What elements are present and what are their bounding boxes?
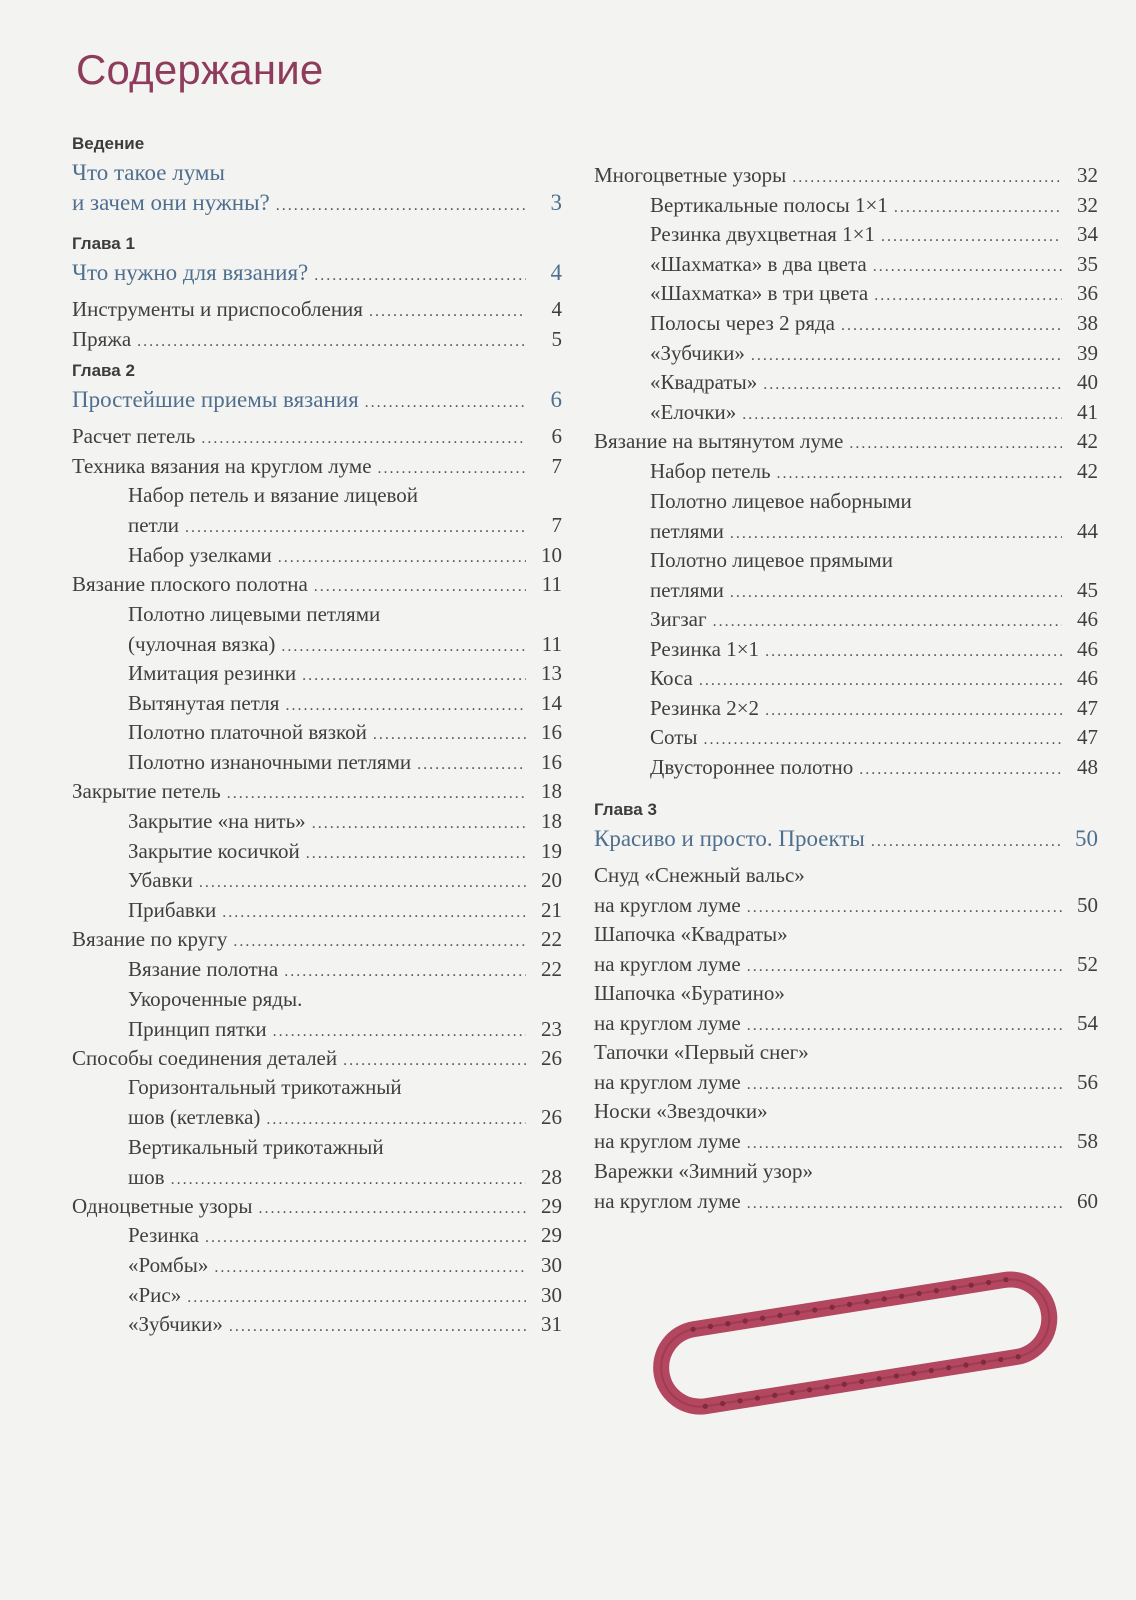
toc-page-number: 32 [1077, 192, 1098, 217]
toc-entry-title: Инструменты и приспособления [72, 297, 363, 321]
toc-entry[interactable] [128, 1309, 562, 1342]
dot-leader [894, 193, 1062, 223]
toc-page-number: 4 [551, 297, 562, 321]
toc-entry-title: Резинка [128, 1223, 199, 1248]
dot-leader [222, 898, 526, 928]
toc-entry-title: «Зубчики» [650, 340, 745, 365]
toc-entry-title: Полосы через 2 ряда [650, 311, 835, 335]
toc-entry[interactable] [128, 1280, 562, 1313]
toc-entry-title: Вязание плоского полотна [72, 572, 308, 597]
dot-leader [312, 809, 526, 839]
toc-entry-title: Красиво и просто. Проекты [594, 825, 865, 851]
toc-entry[interactable] [650, 219, 1098, 252]
toc-entry-title: петлями [650, 577, 724, 602]
dot-leader [284, 957, 526, 987]
toc-entry[interactable] [594, 1156, 1098, 1219]
toc-entry-title: Полотно лицевыми петлями [128, 601, 381, 626]
chapter-heading: Ведение [72, 134, 145, 153]
chapter-heading: Глава 2 [72, 361, 135, 381]
toc-entry[interactable] [72, 924, 562, 957]
toc-entry[interactable] [594, 1037, 1098, 1100]
toc-entry[interactable] [650, 663, 1098, 696]
toc-entry-title: на круглом луме [594, 892, 741, 917]
toc-entry-title: и зачем они нужны? [72, 190, 270, 215]
dot-leader [417, 750, 526, 780]
toc-entry-title: Вытянутая петля [128, 690, 280, 715]
toc-entry[interactable] [650, 367, 1098, 400]
toc-entry-title: Набор петель [650, 459, 771, 483]
toc-entry[interactable] [650, 338, 1098, 371]
toc-entry-title: «Елочки» [650, 399, 737, 424]
chapter-heading: Глава 1 [72, 234, 135, 253]
toc-entry-title: Многоцветные узоры [594, 163, 787, 187]
toc-entry[interactable] [650, 278, 1098, 311]
toc-entry[interactable] [594, 824, 1098, 857]
toc-entry-title: «Шахматка» в три цвета [650, 281, 869, 306]
toc-entry-title: Полотно платочной вязкой [128, 720, 367, 745]
toc-page-number: 21 [541, 897, 562, 922]
toc-entry[interactable] [128, 688, 562, 721]
toc-entry[interactable] [650, 722, 1098, 755]
toc-entry-title: Вязание по кругу [72, 927, 228, 952]
dot-leader [777, 459, 1062, 489]
toc-page-number: 30 [541, 1253, 562, 1277]
toc-entry-title: Что такое лумы [72, 160, 225, 185]
toc-entry-title: шов (кетлевка) [128, 1105, 261, 1130]
toc-entry-title: Двустороннее полотно [650, 755, 854, 779]
toc-entry-title: Вертикальный трикотажный [128, 1134, 384, 1159]
toc-page-number: 35 [1077, 251, 1098, 276]
toc-entry[interactable] [72, 158, 562, 221]
dot-leader [378, 454, 526, 484]
dot-leader [881, 222, 1062, 252]
toc-page-number: 13 [541, 661, 562, 685]
toc-entry-title: Вязание полотна [128, 957, 279, 981]
toc-entry[interactable] [72, 385, 562, 418]
toc-page-number: 44 [1077, 518, 1098, 543]
toc-entry-title: Закрытие косичкой [128, 838, 300, 863]
toc-entry[interactable] [128, 599, 562, 662]
toc-page-number: 11 [541, 572, 562, 597]
toc-entry[interactable] [72, 421, 562, 454]
toc-entry-title: Полотно лицевое наборными [650, 488, 912, 513]
toc-entry-title: на круглом луме [594, 951, 741, 976]
toc-entry-title: Вертикальные полосы 1×1 [650, 192, 888, 217]
toc-entry[interactable] [72, 258, 562, 291]
dot-leader [227, 779, 526, 809]
dot-leader [713, 607, 1062, 637]
toc-page-number: 26 [541, 1105, 562, 1130]
toc-page-number: 38 [1077, 311, 1098, 335]
chapter-heading: Глава 3 [594, 799, 657, 819]
dot-leader [763, 370, 1062, 400]
dot-leader [765, 637, 1062, 667]
toc-entry-title: Полотно лицевое прямыми [650, 547, 893, 572]
toc-entry[interactable] [650, 545, 1098, 608]
toc-page-number: 29 [541, 1193, 562, 1218]
toc-entry-title: Шапочка «Буратино» [594, 981, 785, 1005]
toc-page-number: 19 [541, 838, 562, 863]
toc-entry-title: Имитация резинки [128, 661, 297, 685]
toc-page-number: 29 [541, 1223, 562, 1248]
toc-entry-title: шов [128, 1164, 165, 1189]
toc-entry-title: на круглом луме [594, 1011, 741, 1035]
toc-entry[interactable] [128, 806, 562, 839]
toc-entry-title: Полотно изнаночными петлями [128, 749, 412, 774]
dot-leader [199, 868, 526, 898]
toc-entry[interactable] [650, 604, 1098, 637]
toc-page-number: 52 [1077, 951, 1098, 976]
toc-entry[interactable] [72, 1191, 562, 1224]
toc-page-number: 10 [541, 542, 562, 567]
toc-entry-title: петлями [650, 518, 724, 543]
dot-leader [314, 572, 526, 602]
toc-page-number: 34 [1077, 222, 1098, 247]
toc-entry-title: Прибавки [128, 897, 217, 922]
toc-entry-title: Носки «Звездочки» [594, 1099, 768, 1124]
toc-page-number: 23 [541, 1016, 562, 1041]
toc-page-number: 22 [541, 957, 562, 981]
toc-entry-title: на круглом луме [594, 1129, 741, 1154]
toc-entry-title: «Рис» [128, 1282, 182, 1307]
toc-entry-title: (чулочная вязка) [128, 631, 276, 656]
toc-page-number: 20 [541, 868, 562, 893]
toc-entry[interactable] [650, 486, 1098, 549]
toc-entry-title: Снуд «Снежный вальс» [594, 862, 805, 887]
toc-entry-title: Закрытие петель [72, 779, 221, 804]
toc-page-number: 22 [541, 927, 562, 952]
toc-entry-title: Коса [650, 666, 693, 691]
toc-entry-title: «Шахматка» в два цвета [650, 251, 867, 276]
toc-entry[interactable] [128, 1220, 562, 1253]
toc-page-number: 46 [1077, 636, 1098, 661]
toc-entry[interactable] [128, 1072, 562, 1135]
toc-entry[interactable] [650, 693, 1098, 726]
dot-leader [873, 252, 1062, 282]
dot-leader [874, 281, 1062, 311]
toc-entry[interactable] [72, 1043, 562, 1076]
dot-leader [792, 163, 1062, 193]
page-title: Содержание [76, 46, 324, 93]
toc-entry-title: Набор петель и вязание лицевой [128, 483, 419, 508]
toc-page-number: 46 [1077, 607, 1098, 631]
toc-entry[interactable] [650, 308, 1098, 341]
dot-leader [841, 311, 1062, 341]
toc-entry-title: Способы соединения деталей [72, 1045, 338, 1070]
long-loom-illustration [646, 1268, 1066, 1428]
toc-page-number: 18 [541, 779, 562, 804]
toc-entry[interactable] [72, 294, 562, 327]
toc-entry-title: Тапочки «Первый снег» [594, 1040, 809, 1065]
dot-leader [742, 400, 1062, 430]
toc-page-number: 42 [1077, 459, 1098, 483]
dot-leader [314, 261, 526, 291]
dot-leader [365, 388, 526, 418]
toc-entry[interactable] [128, 1132, 562, 1195]
toc-page-number: 16 [541, 720, 562, 745]
toc-entry-title: Шапочка «Квадраты» [594, 921, 788, 946]
dot-leader [285, 691, 526, 721]
toc-entry[interactable] [594, 978, 1098, 1041]
toc-entry-title: петли [128, 513, 179, 538]
dot-leader [699, 666, 1062, 696]
dot-leader [137, 327, 526, 357]
toc-page-number: 6 [550, 387, 562, 413]
toc-entry[interactable] [72, 569, 562, 602]
toc-entry-title: Горизонтальный трикотажный [128, 1075, 402, 1100]
toc-entry-title: Соты [650, 725, 698, 750]
toc-page-number: 48 [1077, 755, 1098, 779]
toc-entry[interactable] [128, 540, 562, 573]
toc-entry-title: Техника вязания на круглом луме [72, 453, 372, 478]
dot-leader [849, 429, 1062, 459]
toc-entry[interactable] [72, 451, 562, 484]
dot-leader [187, 1283, 526, 1313]
dot-leader [278, 543, 526, 573]
toc-entry-title: Закрытие «на нить» [128, 809, 306, 833]
toc-page-number: 5 [551, 326, 562, 351]
toc-entry-title: Расчет петель [72, 424, 196, 449]
dot-leader [302, 661, 526, 691]
toc-page-number: 54 [1077, 1011, 1098, 1035]
toc-page-number: 39 [1077, 340, 1098, 365]
toc-entry-title: «Квадраты» [650, 370, 758, 395]
toc-page-number: 4 [550, 260, 562, 285]
toc-page-number: 45 [1077, 577, 1098, 602]
toc-entry[interactable] [128, 865, 562, 898]
toc-page-number: 50 [1077, 892, 1098, 917]
toc-page-number: 6 [551, 424, 562, 449]
toc-page-number: 7 [551, 453, 562, 478]
toc-entry[interactable] [650, 249, 1098, 282]
dot-leader [205, 1223, 526, 1253]
toc-page-number: 7 [551, 513, 562, 538]
toc-entry-title: Резинка 1×1 [650, 636, 760, 661]
toc-entry[interactable] [128, 480, 562, 543]
toc-page-number: 36 [1077, 281, 1098, 306]
toc-entry[interactable] [650, 752, 1098, 785]
toc-entry[interactable] [594, 860, 1098, 923]
dot-leader [201, 424, 526, 454]
dot-leader [343, 1046, 526, 1076]
dot-leader [373, 720, 526, 750]
dot-leader [859, 755, 1062, 785]
toc-page-number: 47 [1077, 695, 1098, 720]
toc-entry-title: Зигзаг [650, 607, 707, 631]
toc-entry[interactable] [128, 1250, 562, 1283]
toc-page-number: 32 [1077, 163, 1098, 187]
toc-entry[interactable] [650, 397, 1098, 430]
toc-page-number: 58 [1077, 1129, 1098, 1154]
dot-leader [747, 1189, 1062, 1219]
toc-page-number: 18 [541, 809, 562, 833]
toc-entry[interactable] [594, 1096, 1098, 1159]
toc-page-number: 30 [541, 1282, 562, 1307]
toc-entry-title: «Зубчики» [128, 1312, 223, 1337]
dot-leader [751, 341, 1062, 371]
toc-page-number: 56 [1077, 1070, 1098, 1095]
toc-entry[interactable] [128, 954, 562, 987]
toc-page-number: 26 [541, 1045, 562, 1070]
toc-entry-title: Убавки [128, 868, 193, 893]
toc-entry[interactable] [128, 984, 562, 1047]
toc-entry-title: Вязание на вытянутом луме [594, 429, 844, 454]
toc-entry[interactable] [650, 190, 1098, 223]
dot-leader [214, 1253, 526, 1283]
toc-page-number: 60 [1077, 1188, 1098, 1213]
toc-entry[interactable] [72, 324, 562, 357]
dot-leader [229, 1312, 526, 1342]
toc-entry-title: «Ромбы» [128, 1253, 209, 1277]
toc-entry[interactable] [650, 456, 1098, 489]
toc-entry-title: Резинка 2×2 [650, 695, 760, 720]
dot-leader [765, 696, 1062, 726]
dot-leader [871, 827, 1062, 857]
toc-entry-title: Резинка двухцветная 1×1 [650, 222, 875, 247]
toc-entry-title: Одноцветные узоры [72, 1193, 253, 1218]
toc-entry[interactable] [72, 776, 562, 809]
toc-page-number: 40 [1077, 370, 1098, 395]
dot-leader [276, 191, 526, 221]
toc-page-number: 31 [541, 1312, 562, 1337]
toc-entry[interactable] [128, 895, 562, 928]
toc-entry[interactable] [128, 836, 562, 869]
toc-page-number: 3 [550, 190, 562, 215]
toc-page-number: 16 [541, 749, 562, 774]
toc-entry-title: Варежки «Зимний узор» [594, 1158, 814, 1183]
toc-entry-title: Что нужно для вязания? [72, 260, 309, 285]
toc-entry[interactable] [128, 717, 562, 750]
dot-leader [233, 927, 526, 957]
toc-entry-title: Принцип пятки [128, 1016, 267, 1041]
toc-entry[interactable] [128, 747, 562, 780]
toc-entry[interactable] [594, 919, 1098, 982]
toc-entry[interactable] [594, 160, 1098, 193]
dot-leader [704, 725, 1062, 755]
toc-page-number: 41 [1077, 399, 1098, 424]
toc-page-number: 14 [541, 690, 562, 715]
dot-leader [259, 1194, 526, 1224]
toc-entry-title: на круглом луме [594, 1070, 741, 1095]
toc-entry-title: Укороченные ряды. [128, 986, 303, 1011]
toc-page-number: 28 [541, 1164, 562, 1189]
toc-entry-title: Пряжа [72, 326, 132, 351]
dot-leader [306, 839, 526, 869]
toc-page-number: 42 [1077, 429, 1098, 454]
toc-entry[interactable] [650, 634, 1098, 667]
toc-entry-title: Набор узелками [128, 542, 272, 567]
toc-entry-title: Простейшие приемы вязания [72, 387, 359, 413]
toc-entry[interactable] [594, 426, 1098, 459]
toc-entry[interactable] [128, 658, 562, 691]
toc-page-number: 50 [1075, 825, 1098, 851]
toc-page-number: 11 [541, 631, 562, 656]
toc-page-number: 47 [1077, 725, 1098, 750]
toc-page-number: 46 [1077, 666, 1098, 691]
dot-leader [369, 297, 526, 327]
toc-entry-title: на круглом луме [594, 1188, 741, 1213]
